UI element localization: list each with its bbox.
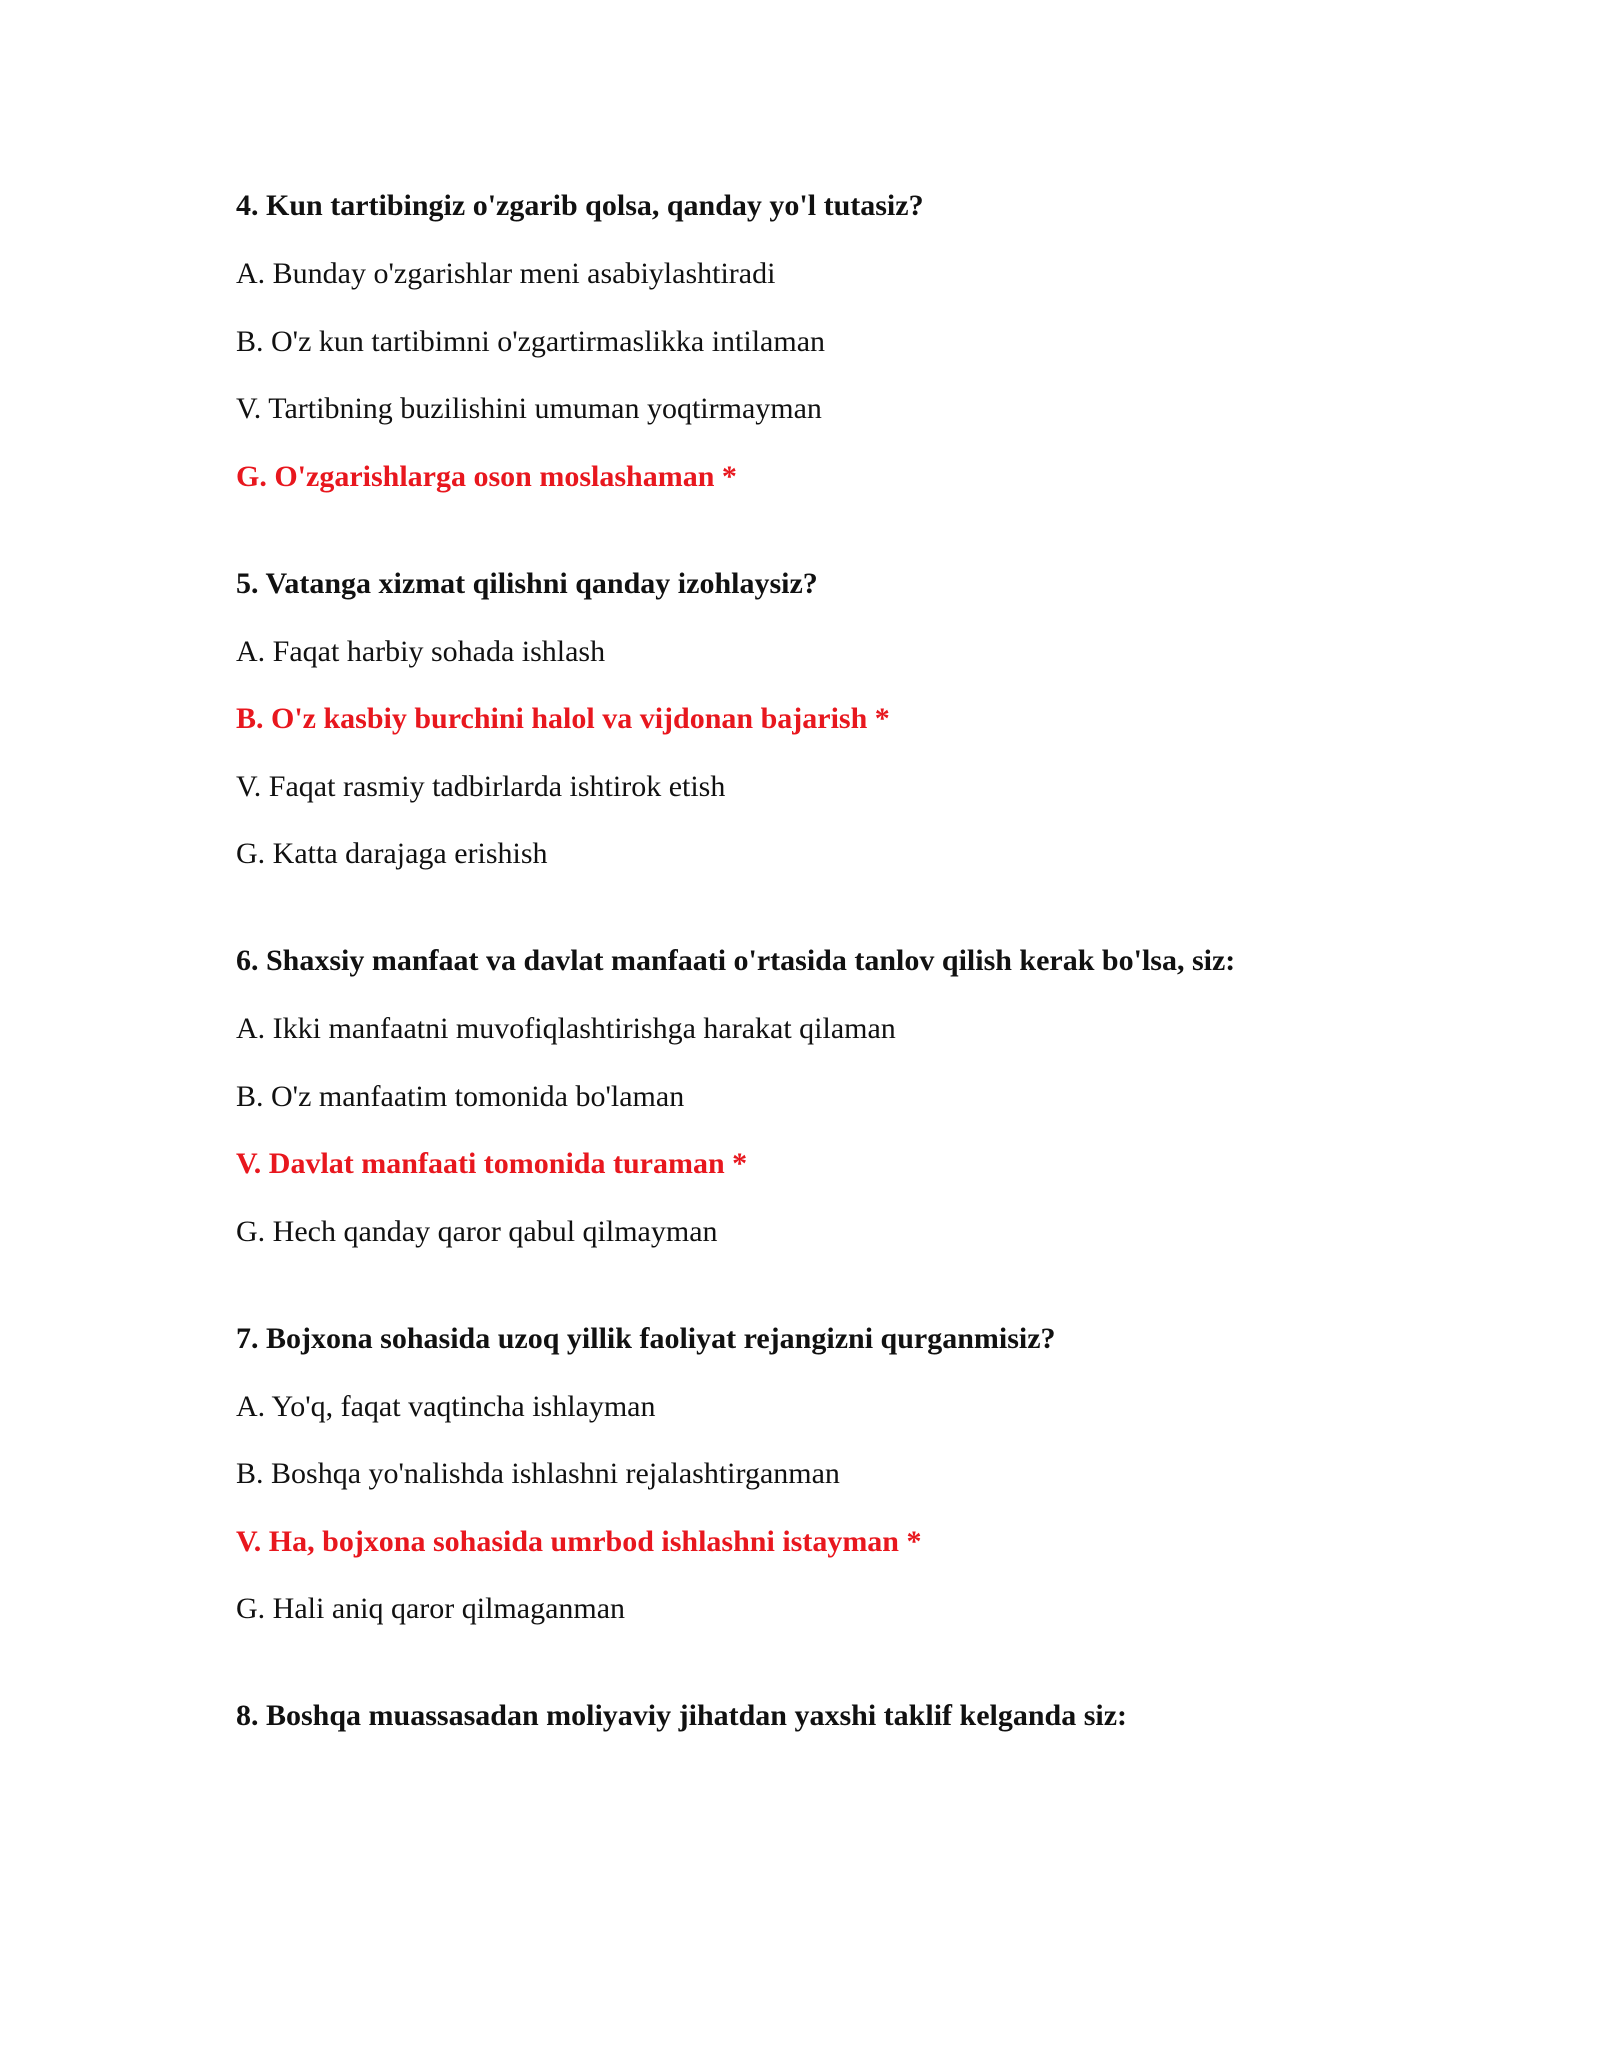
question-text: 8. Boshqa muassasadan moliyaviy jihatdan yaxshi taklif kelganda siz: [236, 1699, 1128, 1732]
question-text: 7. Bojxona sohasida uzoq yillik faoliyat rejangizni qurganmisiz? [236, 1321, 1056, 1355]
question-text: 4. Kun tartibingiz o'zgarib qolsa, qanday yo'l tutasiz? [236, 189, 924, 222]
correct-answer-option: G. O'zgarishlarga oson moslashaman * [236, 459, 737, 493]
question-block [236, 564, 1416, 875]
answer-option: B. O'z kun tartibimni o'zgartirmaslikka intilaman [236, 324, 826, 358]
answer-option: A. Yo'q, faqat vaqtincha ishlayman [236, 1389, 656, 1423]
question-block [236, 186, 1416, 497]
question-block [236, 1319, 1416, 1630]
answer-option: G. Hech qanday qaror qabul qilmayman [236, 1214, 718, 1248]
question-text: 5. Vatanga xizmat qilishni qanday izohlaysiz? [236, 566, 818, 600]
question-block [236, 941, 1416, 1252]
answer-option: A. Faqat harbiy sohada ishlash [236, 634, 606, 668]
correct-answer-option: B. O'z kasbiy burchini halol va vijdonan bajarish * [236, 702, 890, 735]
answer-option: A. Ikki manfaatni muvofiqlashtirishga harakat qilaman [236, 1012, 896, 1045]
correct-answer-option: V. Davlat manfaati tomonida turaman * [236, 1147, 748, 1180]
answer-option: V. Faqat rasmiy tadbirlarda ishtirok etish [236, 769, 726, 803]
answer-option: G. Hali aniq qaror qilmaganman [236, 1592, 626, 1625]
answer-option: B. O'z manfaatim tomonida bo'laman [236, 1079, 685, 1113]
answer-option: V. Tartibning buzilishini umuman yoqtirmayman [236, 392, 822, 425]
correct-answer-option: V. Ha, bojxona sohasida umrbod ishlashni istayman * [236, 1524, 922, 1558]
question-text: 6. Shaxsiy manfaat va davlat manfaati o'rtasida tanlov qilish kerak bo'lsa, siz: [236, 944, 1236, 977]
answer-option: G. Katta darajaga erishish [236, 837, 548, 870]
question-block [236, 1696, 1416, 1736]
answer-option: A. Bunday o'zgarishlar meni asabiylashtiradi [236, 257, 776, 290]
question-list [236, 186, 1416, 1803]
answer-option: B. Boshqa yo'nalishda ishlashni rejalashtirganman [236, 1457, 840, 1490]
